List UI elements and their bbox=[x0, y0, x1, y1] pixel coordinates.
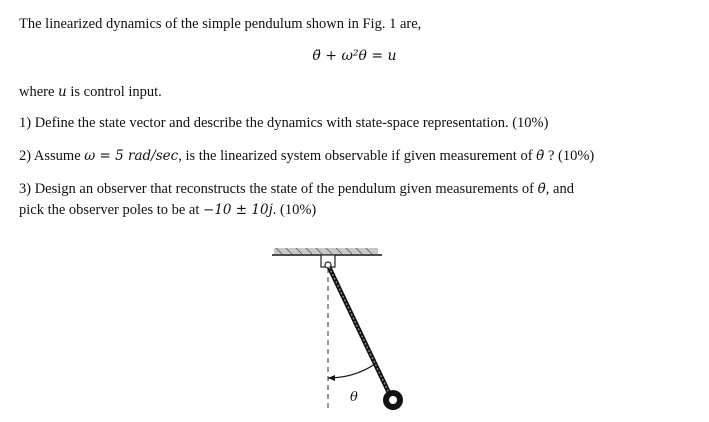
omega-value: ω = 5 rad/sec bbox=[84, 148, 179, 164]
where-line bbox=[19, 83, 162, 101]
observer-measurement-var: θ̇ bbox=[537, 181, 546, 197]
question-2-suffix: ? (10%) bbox=[544, 148, 595, 164]
intro-sentence: The linearized dynamics of the simple pendulum shown in Fig. 1 are, bbox=[19, 16, 422, 32]
question-2-mid: , is the linearized system observable if given measurement of bbox=[178, 148, 537, 164]
dynamics-equation: θ̈ + ω²θ = u bbox=[312, 48, 397, 64]
question-1-text: 1) Define the state vector and describe the dynamics with state-space representation. (10%) bbox=[19, 115, 549, 131]
angle-arrow-icon bbox=[328, 375, 335, 381]
question-3-suffix: , and bbox=[545, 181, 574, 197]
question-1 bbox=[19, 114, 548, 132]
control-input-var: u bbox=[58, 84, 67, 100]
measurement-var: θ̇ bbox=[536, 148, 545, 164]
question-3-prefix: 3) Design an observer that reconstructs the state of the pendulum given measurements of bbox=[19, 181, 538, 197]
question-3-line-2-suffix: . (10%) bbox=[272, 202, 317, 218]
where-suffix: is control input. bbox=[66, 84, 162, 100]
pendulum-figure bbox=[262, 240, 412, 420]
observer-poles: −10 ± 10j bbox=[203, 202, 273, 218]
angle-arc bbox=[328, 364, 375, 378]
pendulum-bob-center bbox=[389, 396, 397, 404]
question-3-line-1 bbox=[19, 180, 574, 198]
question-3-line-2 bbox=[19, 201, 316, 219]
angle-label: θ bbox=[350, 390, 358, 405]
where-prefix: where bbox=[19, 84, 59, 100]
ceiling-hatch bbox=[274, 248, 378, 254]
question-2 bbox=[19, 147, 594, 165]
intro-text bbox=[19, 15, 421, 33]
question-3-line-2-prefix: pick the observer poles to be at bbox=[19, 202, 204, 218]
question-2-prefix: 2) Assume bbox=[19, 148, 85, 164]
